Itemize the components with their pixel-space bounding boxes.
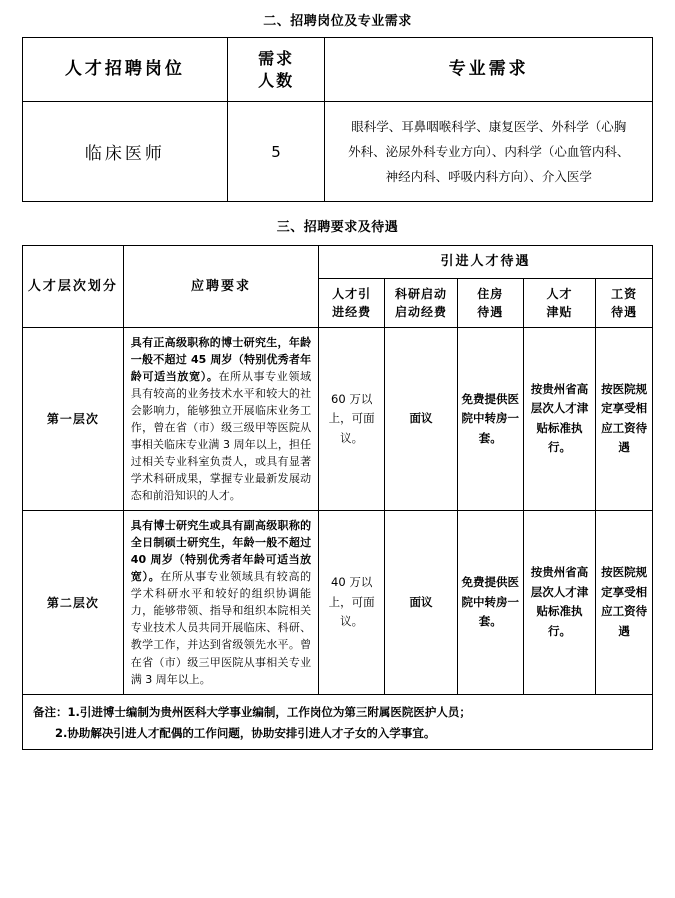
- cell-post-count: 5: [227, 102, 325, 202]
- note-line-2: 2.协助解决引进人才配偶的工作问题，协助安排引进人才子女的入学事宜。: [55, 726, 436, 741]
- table-row-level-1: [23, 327, 653, 510]
- header-research-fee: [385, 278, 457, 327]
- major-line: 外科、泌尿外科专业方向）、内科学（心血管内科、: [348, 144, 630, 160]
- header-allowance: [523, 278, 595, 327]
- recruitment-post-table: [22, 37, 653, 202]
- header-salary-line1: 工资: [611, 286, 638, 301]
- header-intro-fee-line2: 进经费: [332, 304, 372, 319]
- requirements-treatment-table: [22, 245, 653, 750]
- header-treatment-group: 引进人才待遇: [319, 246, 653, 279]
- header-salary: [596, 278, 653, 327]
- major-line: 眼科学、耳鼻咽喉科学、康复医学、外科学（心胸: [351, 119, 627, 135]
- note-line-1: 备注：1.引进博士编制为贵州医科大学事业编制，工作岗位为第三附属医院医护人员；: [33, 704, 471, 719]
- header-allowance-line1: 人才: [546, 286, 573, 301]
- cell-post-name: 临床医师: [23, 102, 228, 202]
- header-post: 人才招聘岗位: [23, 38, 228, 102]
- header-count-line2: 人数: [258, 70, 295, 90]
- cell-requirement: [123, 327, 318, 510]
- requirement-normal-text: 在所从事专业领域具有较高的学术科研水平和较好的组织协调能力，能够带领、指导和组织本院相关专业技术人员共同开展临床、科研、教学工作，并达到省级领先水平。曾在省（市）级三甲医院从事相关专业满 3 周年以上。: [130, 570, 312, 686]
- table-row: [23, 102, 653, 202]
- cell-intro-fee: 40 万以上，可面议。: [319, 511, 385, 694]
- header-count-line1: 需求: [258, 49, 295, 68]
- cell-salary: 按医院规定享受相应工资待遇: [596, 511, 653, 694]
- header-count: [227, 38, 325, 102]
- header-housing-line2: 待遇: [477, 304, 504, 319]
- cell-intro-fee: 60 万以上，可面议。: [319, 327, 385, 510]
- requirement-normal-text: 在所从事专业领域具有较高的业务技术水平和较大的社会影响力，能够独立开展临床业务工作，曾在省（市）级三级甲等医院从事相关临床专业满 3 周年以上，担任过相关专业科室负责人，或具有显著学术科研成果，掌握专业最新发展动态和前沿知识的人才。: [130, 369, 312, 503]
- table-row-level-2: [23, 511, 653, 694]
- cell-housing: 免费提供医院中转房一套。: [457, 327, 523, 510]
- cell-research-fee: 面议: [385, 327, 457, 510]
- header-requirement: 应聘要求: [123, 246, 318, 328]
- table-header-row: [23, 38, 653, 102]
- header-salary-line2: 待遇: [611, 304, 638, 319]
- header-housing-line1: 住房: [477, 286, 504, 301]
- requirement-bold-text: 具有正高级职称的博士研究生，年龄一般不超过 45 周岁（特别优秀者年龄可适当放宽）。: [130, 335, 312, 383]
- cell-research-fee: 面议: [385, 511, 457, 694]
- header-major: 专业需求: [325, 38, 653, 102]
- header-level: 人才层次划分: [23, 246, 124, 328]
- table-header-row-top: [23, 246, 653, 279]
- cell-salary: 按医院规定享受相应工资待遇: [596, 327, 653, 510]
- cell-level-name: 第一层次: [23, 327, 124, 510]
- header-allowance-line2: 津贴: [546, 304, 573, 319]
- header-research-fee-line2: 启动经费: [394, 304, 447, 319]
- cell-requirement: [123, 511, 318, 694]
- cell-notes: [23, 694, 653, 750]
- cell-allowance: 按贵州省高层次人才津贴标准执行。: [523, 327, 595, 510]
- section-title-recruitment-posts: 二、招聘岗位及专业需求: [263, 14, 412, 29]
- header-research-fee-line1: 科研启动: [394, 286, 447, 301]
- header-intro-fee: [319, 278, 385, 327]
- table-row-notes: [23, 694, 653, 750]
- major-line: 神经内科、呼吸内科方向）、介入医学: [385, 169, 592, 185]
- header-intro-fee-line1: 人才引: [332, 286, 372, 301]
- requirement-bold-text: 具有博士研究生或具有副高级职称的全日制硕士研究生，年龄一般不超过 40 周岁（特别优秀者年龄可适当放宽）。: [130, 519, 312, 584]
- header-housing: [457, 278, 523, 327]
- section-title-requirements: 三、招聘要求及待遇: [276, 220, 399, 236]
- cell-level-name: 第二层次: [23, 511, 124, 694]
- cell-allowance: 按贵州省高层次人才津贴标准执行。: [523, 511, 595, 694]
- cell-housing: 免费提供医院中转房一套。: [457, 511, 523, 694]
- cell-post-major: [325, 102, 653, 202]
